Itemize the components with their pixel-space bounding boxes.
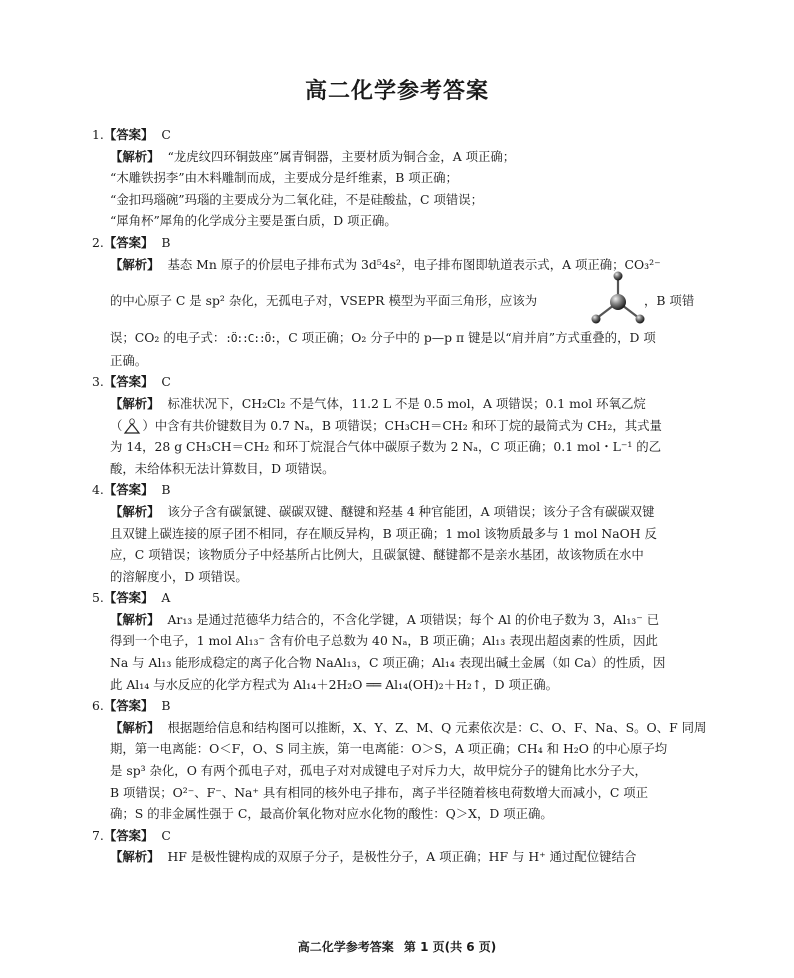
explanation-text: 此 Al₁₄ 与水反应的化学方程式为 Al₁₄＋2H₂O ══ Al₁₄(OH)₂＋H₂↑，D 项正确。 [110,676,559,692]
answer-value: C [161,827,171,843]
answer-value: B [161,234,171,250]
explanation-text: “犀角杯”犀角的化学成分主要是蛋白质，D 项正确。 [110,213,397,229]
question-number: 5. [92,590,104,606]
answer-label: 【答案】 [103,234,154,250]
question-3 [92,371,704,479]
answer-line-5 [92,587,704,609]
answer-value: C [161,127,171,142]
answer-label: 【答案】 [103,698,154,714]
explanation-text: 确；S 的非金属性强于 C，最高价氧化物对应水化物的酸性：Q＞X，D 项正确。 [110,806,553,822]
answer-label: 【答案】 [103,482,154,498]
footer-title: 高二化学参考答案 [297,940,394,954]
explanation-text: ，B 项错 [644,293,695,309]
answer-label: 【答案】 [103,590,154,606]
explanation-text: 的溶解度小，D 项错误。 [110,568,248,584]
answer-label: 【答案】 [103,374,154,390]
answer-content [92,124,707,868]
explanation-text: “金扣玛瑙碗”玛瑙的主要成分为二氧化硅，不是硅酸盐，C 项错误； [110,191,484,207]
answer-value: A [161,590,171,606]
answer-line-1 [92,124,704,146]
explanation-text: 是 sp³ 杂化，O 有两个孤电子对，孤电子对对成键电子对斥力大，故甲烷分子的键角比水分子大， [110,763,647,779]
explanation-text: 的中心原子 C 是 sp² 杂化，无孤电子对，VSEPR 模型为平面三角形，应该为 [110,293,538,309]
answer-value: B [161,482,171,498]
question-number: 3. [92,374,104,390]
explanation-text: 基态 Mn 原子的价层电子排布式为 3d⁵4s²，电子排布图即轨道表示式，A 项正确；CO₃²⁻ [167,256,661,272]
question-number: 6. [92,698,104,714]
explanation-text: “龙虎纹四环铜鼓座”属青铜器，主要材质为铜合金，A 项正确； [167,148,516,164]
explanation-text: 标准状况下，CH₂Cl₂ 不是气体，11.2 L 不是 0.5 mol，A 项错误；0.1 mol 环氧乙烷 [167,395,646,411]
explanation-text: 误；CO₂ 的电子式： [110,330,226,346]
answer-value: C [161,374,171,390]
answer-line-6 [92,695,704,717]
explanation-label: 【解析】 [110,503,160,519]
explanation-text: B 项错误；O²⁻、F⁻、Na⁺ 具有相同的核外电子排布，离子半径随着核电荷数增大而减小，C 项正 [110,784,649,800]
explanation-text: 为 14，28 g CH₃CH＝CH₂ 和环丁烷混合气体中碳原子数为 2 Nₐ，C 项正确；0.1 mol・L⁻¹ 的乙 [110,439,662,455]
question-number: 1. [92,127,104,142]
explanation-text: Ar₁₃ 是通过范德华力结合的，不含化学键，A 项错误；每个 Al 的价电子数为 3，Al₁₃⁻ 已 [167,611,660,627]
question-4 [92,479,704,587]
epoxide-ring-structure [122,416,142,436]
answer-label: 【答案】 [103,827,154,843]
explanation-label: 【解析】 [110,395,160,411]
explanation-label: 【解析】 [110,611,160,627]
co2-electron-formula: :Ö::C::Ö: [225,332,276,346]
explanation-text: Na 与 Al₁₃ 能形成稳定的离子化合物 NaAl₁₃，C 项正确；Al₁₄ 表现出碱土金属（如 Ca）的性质，因 [110,655,666,671]
explanation-text: 该分子含有碳氯键、碳碳双键、醚键和羟基 4 种官能团，A 项错误；该分子含有碳碳双键 [167,503,655,519]
explanation-7 [92,846,704,868]
question-1 [92,124,704,232]
footer-page-number: 第 1 页(共 6 页) [403,940,497,954]
molecule-row [110,275,704,327]
answer-line-7 [92,825,704,847]
explanation-text: 正确。 [110,352,148,368]
explanation-5 [92,609,704,695]
explanation-label: 【解析】 [110,148,160,164]
explanation-1 [92,146,704,232]
explanation-text: 应，C 项错误；该物质分子中烃基所占比例大，且碳氯键、醚键都不是亲水基团，故该物质在水中 [110,547,644,563]
answer-label: 【答案】 [103,127,154,142]
explanation-4 [92,501,704,587]
answer-line-2 [92,232,704,254]
explanation-label: 【解析】 [110,719,160,735]
page-footer [0,938,794,955]
explanation-text: 酸，未给体积无法计算数目，D 项错误。 [110,460,335,476]
page-title: 高二化学参考答案 [304,79,489,104]
answer-line-3 [92,371,704,393]
explanation-text: 期，第一电离能：O＜F，O、S 同主族，第一电离能：O＞S，A 项正确；CH₄ 和 H₂O 的中心原子均 [110,741,668,757]
question-number: 2. [92,234,104,250]
answer-value: B [161,698,171,714]
explanation-text: ，C 项正确；O₂ 分子中的 p—p π 键是以“肩并肩”方式重叠的，D 项 [275,330,656,346]
explanation-text: 且双键上碳连接的原子团不相同，存在顺反异构，B 项正确；1 mol 该物质最多与 1 mol NaOH 反 [110,525,657,541]
explanation-3 [92,393,704,479]
explanation-text: “木雕铁拐李”由木料雕制而成，主要成分是纤维素，B 项正确； [110,170,458,186]
epoxide-oxygen-label: O [129,417,136,427]
explanation-label: 【解析】 [110,849,160,865]
explanation-6 [92,717,707,825]
question-2 [92,232,704,371]
explanation-2 [92,254,704,372]
answer-line-4 [92,479,704,501]
explanation-text: HF 是极性键构成的双原子分子，是极性分子，A 项正确；HF 与 H⁺ 通过配位键结合 [167,849,637,865]
explanation-text: 根据题给信息和结构图可以推断，X、Y、Z、M、Q 元素依次是：C、O、F、Na、S。O、F 同周 [167,719,707,735]
explanation-text: 得到一个电子，1 mol Al₁₃⁻ 含有价电子总数为 40 Nₐ，B 项正确；Al₁₃ 表现出超卤素的性质，因此 [110,633,658,649]
question-6 [92,695,707,825]
explanation-text: （ [110,417,123,433]
question-7 [92,825,704,868]
question-number: 4. [92,482,104,498]
question-5 [92,587,704,695]
question-number: 7. [92,827,104,843]
explanation-text: ）中含有共价键数目为 0.7 Nₐ，B 项错误；CH₃CH＝CH₂ 和环丁烷的最简式为 CH₂，其式量 [142,417,662,433]
explanation-label: 【解析】 [110,256,160,272]
trigonal-planar-model [588,269,648,329]
